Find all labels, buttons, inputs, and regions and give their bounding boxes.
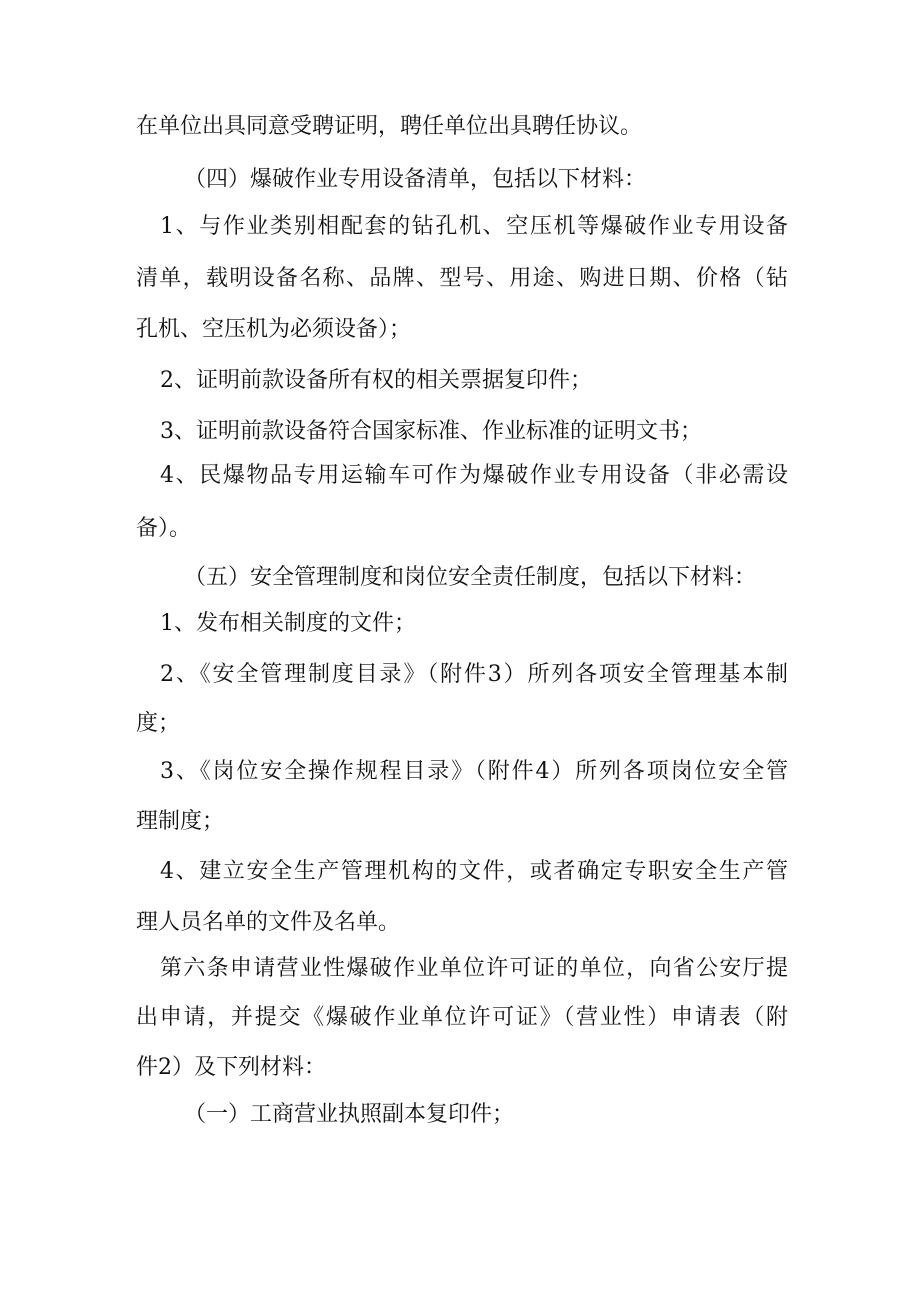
text-line: 2、《安全管理制度目录》（附件3）所列各项安全管理基本制 bbox=[160, 662, 788, 687]
text-line: 3、证明前款设备符合国家标准、作业标准的证明文书； bbox=[160, 419, 702, 444]
text-line: 2、证明前款设备所有权的相关票据复印件； bbox=[160, 368, 592, 393]
text-line: 孔机、空压机为必须设备）； bbox=[136, 317, 412, 342]
text-line: 4、建立安全生产管理机构的文件，或者确定专职安全生产管 bbox=[160, 859, 788, 884]
section-heading: （五）安全管理制度和岗位安全责任制度，包括以下材料： bbox=[184, 565, 757, 590]
section-heading: （一）工商营业执照副本复印件； bbox=[184, 1102, 515, 1127]
section-heading: （四）爆破作业专用设备清单，包括以下材料： bbox=[184, 167, 647, 192]
text-line: 出申请，并提交《爆破作业单位许可证》（营业性）申请表（附 bbox=[136, 1005, 788, 1030]
text-line: 备）。 bbox=[136, 516, 192, 541]
text-line: 1、与作业类别相配套的钻孔机、空压机等爆破作业专用设备 bbox=[160, 214, 788, 239]
text-line: 4、民爆物品专用运输车可作为爆破作业专用设备（非必需设 bbox=[160, 463, 788, 488]
text-line: 3、《岗位安全操作规程目录》（附件4）所列各项岗位安全管 bbox=[160, 759, 788, 784]
text-line: 清单，载明设备名称、品牌、型号、用途、购进日期、价格（钻 bbox=[136, 266, 788, 291]
text-line: 度； bbox=[136, 711, 181, 736]
text-line: 件2）及下列材料： bbox=[136, 1055, 326, 1080]
text-line: 理人员名单的文件及名单。 bbox=[136, 910, 401, 935]
text-line: 第六条申请营业性爆破作业单位许可证的单位，向省公安厅提 bbox=[160, 956, 788, 981]
text-line: 理制度； bbox=[136, 809, 225, 834]
text-line: 1、发布相关制度的文件； bbox=[160, 611, 416, 636]
text-line: 在单位出具同意受聘证明，聘任单位出具聘任协议。 bbox=[136, 114, 643, 139]
